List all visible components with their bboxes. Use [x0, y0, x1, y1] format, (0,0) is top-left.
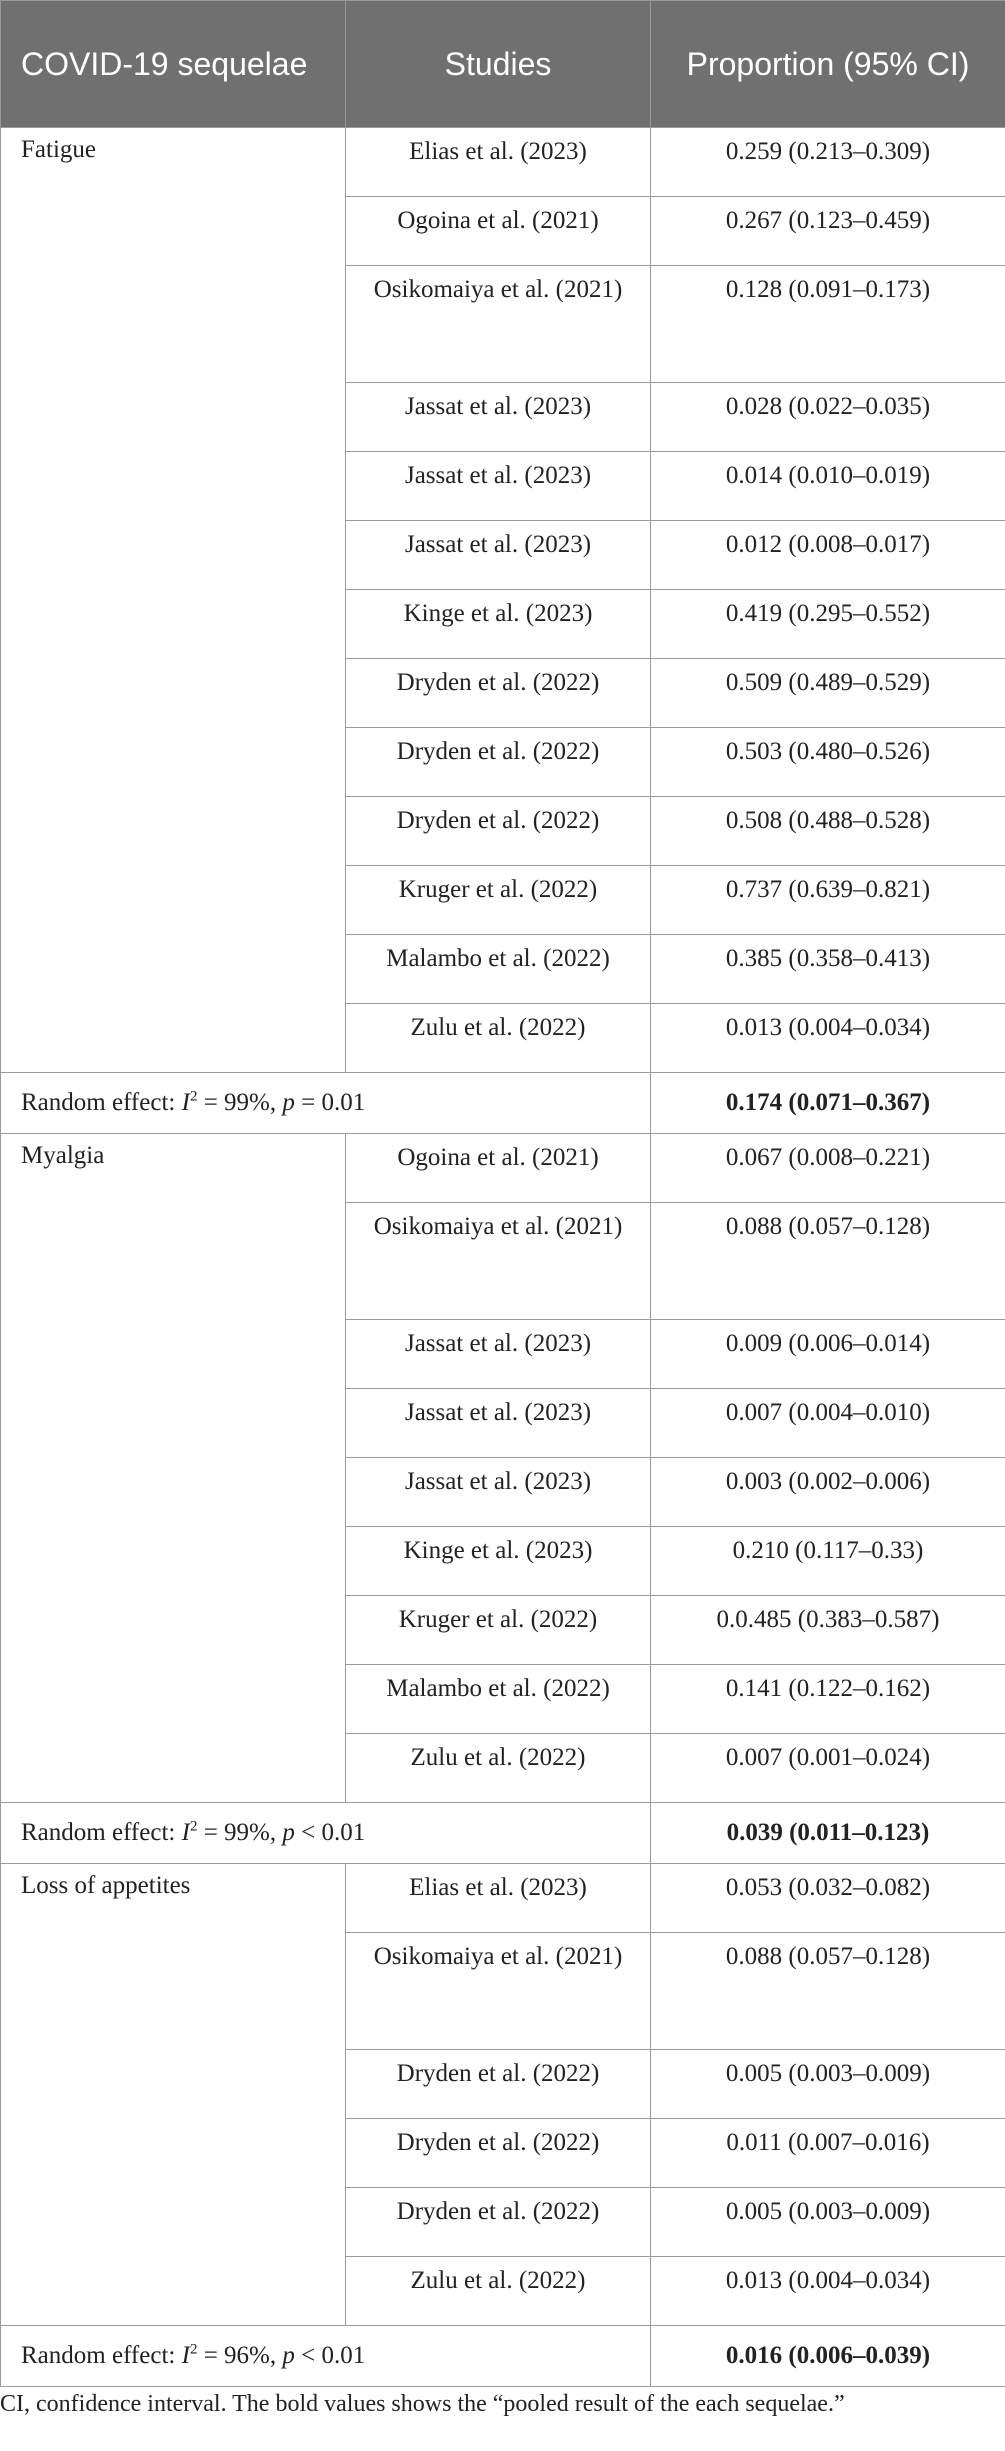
p-value: < 0.01 [295, 2342, 365, 2369]
study-cell: Jassat et al. (2023) [346, 1320, 651, 1389]
study-cell: Kinge et al. (2023) [346, 1527, 651, 1596]
study-cell: Dryden et al. (2022) [346, 2119, 651, 2188]
heterogeneity-value: = 96%, [197, 2342, 282, 2369]
study-cell: Ogoina et al. (2021) [346, 197, 651, 266]
study-cell: Osikomaiya et al. (2021) [346, 1933, 651, 2050]
study-cell: Dryden et al. (2022) [346, 2188, 651, 2257]
table-row [1, 1134, 1005, 1203]
table-caption: CI, confidence interval. The bold values shows the “pooled result of the each sequelae.” [0, 2387, 1005, 2451]
pooled-prefix: Random effect: [21, 2342, 182, 2369]
sequela-name: Fatigue [1, 128, 346, 1073]
heterogeneity-value: = 99%, [197, 1819, 282, 1846]
proportion-cell: 0.013 (0.004–0.034) [651, 2257, 1005, 2326]
study-cell: Elias et al. (2023) [346, 128, 651, 197]
superscript-two: 2 [190, 1819, 198, 1835]
study-cell: Osikomaiya et al. (2021) [346, 1203, 651, 1320]
proportion-cell: 0.128 (0.091–0.173) [651, 266, 1005, 383]
proportion-cell: 0.003 (0.002–0.006) [651, 1458, 1005, 1527]
study-cell: Zulu et al. (2022) [346, 1734, 651, 1803]
proportion-cell: 0.012 (0.008–0.017) [651, 521, 1005, 590]
header-proportion: Proportion (95% CI) [651, 1, 1005, 128]
random-effect-label [1, 1803, 651, 1864]
study-cell: Ogoina et al. (2021) [346, 1134, 651, 1203]
header-studies: Studies [346, 1, 651, 128]
proportion-cell: 0.005 (0.003–0.009) [651, 2188, 1005, 2257]
i-squared-symbol: I [182, 1819, 190, 1846]
p-symbol: p [282, 1819, 295, 1846]
study-cell: Jassat et al. (2023) [346, 452, 651, 521]
header-sequelae: COVID-19 sequelae [1, 1, 346, 128]
pooled-proportion: 0.039 (0.011–0.123) [651, 1803, 1005, 1864]
study-cell: Kinge et al. (2023) [346, 590, 651, 659]
proportion-cell: 0.210 (0.117–0.33) [651, 1527, 1005, 1596]
superscript-two: 2 [190, 2342, 198, 2358]
pooled-proportion: 0.174 (0.071–0.367) [651, 1073, 1005, 1134]
random-effect-label [1, 2326, 651, 2387]
proportion-cell: 0.005 (0.003–0.009) [651, 2050, 1005, 2119]
i-squared-symbol: I [182, 1089, 190, 1116]
heterogeneity-value: = 99%, [197, 1089, 282, 1116]
proportion-cell: 0.0.485 (0.383–0.587) [651, 1596, 1005, 1665]
sequela-name: Myalgia [1, 1134, 346, 1803]
proportion-cell: 0.509 (0.489–0.529) [651, 659, 1005, 728]
study-cell: Jassat et al. (2023) [346, 1458, 651, 1527]
header-row [1, 1, 1005, 128]
study-cell: Zulu et al. (2022) [346, 1004, 651, 1073]
proportion-cell: 0.141 (0.122–0.162) [651, 1665, 1005, 1734]
study-cell: Dryden et al. (2022) [346, 728, 651, 797]
sequela-name: Loss of appetites [1, 1864, 346, 2326]
proportion-cell: 0.007 (0.004–0.010) [651, 1389, 1005, 1458]
table-row [1, 128, 1005, 197]
study-cell: Jassat et al. (2023) [346, 383, 651, 452]
proportion-cell: 0.503 (0.480–0.526) [651, 728, 1005, 797]
study-cell: Zulu et al. (2022) [346, 2257, 651, 2326]
study-cell: Jassat et al. (2023) [346, 521, 651, 590]
study-cell: Jassat et al. (2023) [346, 1389, 651, 1458]
proportion-cell: 0.508 (0.488–0.528) [651, 797, 1005, 866]
proportion-cell: 0.013 (0.004–0.034) [651, 1004, 1005, 1073]
proportion-cell: 0.014 (0.010–0.019) [651, 452, 1005, 521]
p-value: = 0.01 [295, 1089, 365, 1116]
proportion-cell: 0.011 (0.007–0.016) [651, 2119, 1005, 2188]
i-squared-symbol: I [182, 2342, 190, 2369]
p-value: < 0.01 [295, 1819, 365, 1846]
proportion-cell: 0.088 (0.057–0.128) [651, 1203, 1005, 1320]
study-cell: Malambo et al. (2022) [346, 935, 651, 1004]
proportion-cell: 0.028 (0.022–0.035) [651, 383, 1005, 452]
pooled-prefix: Random effect: [21, 1089, 182, 1116]
proportion-cell: 0.267 (0.123–0.459) [651, 197, 1005, 266]
p-symbol: p [282, 1089, 295, 1116]
p-symbol: p [282, 2342, 295, 2369]
study-cell: Elias et al. (2023) [346, 1864, 651, 1933]
proportion-cell: 0.419 (0.295–0.552) [651, 590, 1005, 659]
study-cell: Dryden et al. (2022) [346, 659, 651, 728]
pooled-row [1, 2326, 1005, 2387]
pooled-proportion: 0.016 (0.006–0.039) [651, 2326, 1005, 2387]
study-cell: Dryden et al. (2022) [346, 2050, 651, 2119]
proportion-cell: 0.007 (0.001–0.024) [651, 1734, 1005, 1803]
pooled-row [1, 1073, 1005, 1134]
table-body [1, 128, 1005, 2387]
pooled-row [1, 1803, 1005, 1864]
proportion-cell: 0.088 (0.057–0.128) [651, 1933, 1005, 2050]
proportion-cell: 0.737 (0.639–0.821) [651, 866, 1005, 935]
proportion-cell: 0.053 (0.032–0.082) [651, 1864, 1005, 1933]
proportion-cell: 0.067 (0.008–0.221) [651, 1134, 1005, 1203]
study-cell: Osikomaiya et al. (2021) [346, 266, 651, 383]
study-cell: Kruger et al. (2022) [346, 866, 651, 935]
table-header [1, 1, 1005, 128]
study-cell: Dryden et al. (2022) [346, 797, 651, 866]
table-row [1, 1864, 1005, 1933]
study-cell: Kruger et al. (2022) [346, 1596, 651, 1665]
random-effect-label [1, 1073, 651, 1134]
study-cell: Malambo et al. (2022) [346, 1665, 651, 1734]
superscript-two: 2 [190, 1089, 198, 1105]
pooled-prefix: Random effect: [21, 1819, 182, 1846]
proportion-cell: 0.259 (0.213–0.309) [651, 128, 1005, 197]
proportion-cell: 0.009 (0.006–0.014) [651, 1320, 1005, 1389]
proportion-cell: 0.385 (0.358–0.413) [651, 935, 1005, 1004]
